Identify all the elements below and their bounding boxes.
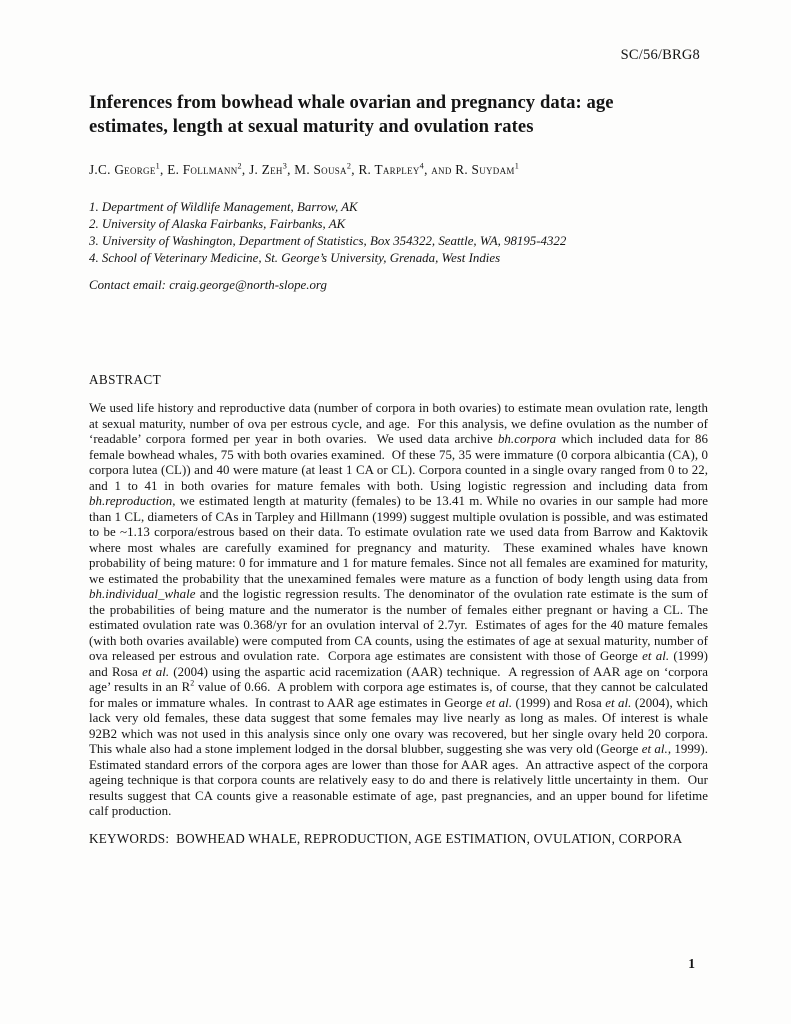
author-name: R. Suydam — [455, 162, 515, 177]
author-separator: , — [351, 162, 359, 177]
author-affil-sup: 1 — [514, 161, 520, 171]
author-affil-sup: 4 — [419, 161, 425, 171]
paper-title: Inferences from bowhead whale ovarian and pregnancy data: age estimates, length at sexual maturity and ovulation rates — [89, 92, 614, 137]
affiliation-line: 2. University of Alaska Fairbanks, Fairbanks, AK — [89, 217, 346, 231]
author-separator: , and — [424, 162, 456, 177]
author-name: M. Sousa — [294, 162, 347, 177]
abstract-heading: ABSTRACT — [89, 372, 162, 387]
keywords-line: KEYWORDS: BOWHEAD WHALE, REPRODUCTION, AGE ESTIMATION, OVULATION, CORPORA — [89, 830, 683, 846]
author-separator: , — [241, 162, 250, 177]
document-code: SC/56/BRG8 — [620, 47, 700, 63]
author-line — [89, 162, 708, 178]
abstract-text: We used life history and reproductive data (number of corpora in both ovaries) to estimate mean ovulation rate, length at sexual maturity, number of ova per estrous cycle, and age. For this analysis, we define ovulation as the number of ‘readable’ corpora formed per year in both ovaries. We used data archive bh.corpora which included data for 86 female bowhead whales, 75 with both ovaries examined. Of these 75, 35 were immature (0 corpora albicantia (CA), 0 corpora lutea (CL)) and 40 were mature (at least 1 CA or CL). Corpora counted in a single ovary ranged from 0 to 22, and 1 to 41 in both ovaries for mature females with both. Using logistic regression and including data from bh.reproduction, we estimated length at maturity (females) to be 13.41 m. While no ovaries in our sample had more than 1 CL, diameters of CAs in Tarpley and Hillmann (1999) suggest multiple ovulation is possible, and was estimated to be ~1.13 corpora/estrous based on their data. To estimate ovulation rate we used data from Barrow and Kaktovik where most whales are carefully examined for pregnancy and maturity. These examined whales have known probability of being mature: 0 for immature and 1 for mature females. Since not all females are examined for maturity, we estimated the probability that the unexamined females were mature as a function of body length using data from bh.individual_whale and the logistic regression results. The denominator of the ovulation rate estimate is the sum of the probabilities of being mature and the numerator is the number of females either pregnant or having a CL. The estimated ovulation rate was 0.368/yr for an ovulation interval of 2.7yr. Estimates of ages for the 40 mature females (with both ovaries available) were computed from CA counts, using the estimates of age at sexual maturity, number of ova released per estrous and ovulation rate. Corpora age estimates are consistent with those of George et al. (1999) and Rosa et al. (2004) using the aspartic acid racemization (AAR) technique. A regression of AAR age on ‘corpora age’ results in an $R^2$ value of 0.66. A problem with corpora age estimates is, of course, that they cannot be calculated for males or immature whales. In contrast to AAR age estimates in George et al. (1999) and Rosa et al. (2004), which lack very old females, these data suggest that some females may live nearly as long as males. Of interest is whale 92B2 which was not used in this analysis since only one ovary was recovered, but her single ovary held 20 corpora. This whale also had a stone implement lodged in the dorsal blubber, suggesting she was very old (George et al., 1999). Estimated standard errors of the corpora ages are lower than those for AAR ages. An attractive aspect of the corpora ageing technique is that corpora counts are relatively easy to do and there is relatively little uncertainty in them. Our results suggest that CA counts give a reasonable estimate of age, past pregnancies, and an upper bound for lifetime calf production. — [89, 401, 709, 818]
author-affil-sup: 1 — [155, 161, 161, 171]
author-affil-sup: 2 — [237, 161, 242, 171]
page-content — [0, 91, 791, 847]
author-affil-sup: 2 — [346, 161, 352, 171]
affiliations — [89, 199, 708, 267]
author-separator: , — [287, 162, 295, 177]
affiliation-line: 3. University of Washington, Department of Statistics, Box 354322, Seattle, WA, 98195-4322 — [89, 234, 567, 248]
contact-email: Contact email: craig.george@north-slope.org — [89, 278, 327, 292]
page-number: 1 — [688, 956, 695, 971]
affiliation-line: 1. Department of Wildlife Management, Barrow, AK — [89, 200, 358, 214]
author-name: E. Follmann — [167, 162, 238, 177]
affiliation-line: 4. School of Veterinary Medicine, St. George’s University, Grenada, West Indies — [89, 251, 501, 265]
author-affil-sup: 3 — [282, 161, 288, 171]
author-name: J. Zeh — [249, 162, 283, 177]
author-name: J.C. George — [89, 162, 156, 177]
author-name: R. Tarpley — [358, 162, 420, 177]
author-separator: , — [160, 162, 168, 177]
